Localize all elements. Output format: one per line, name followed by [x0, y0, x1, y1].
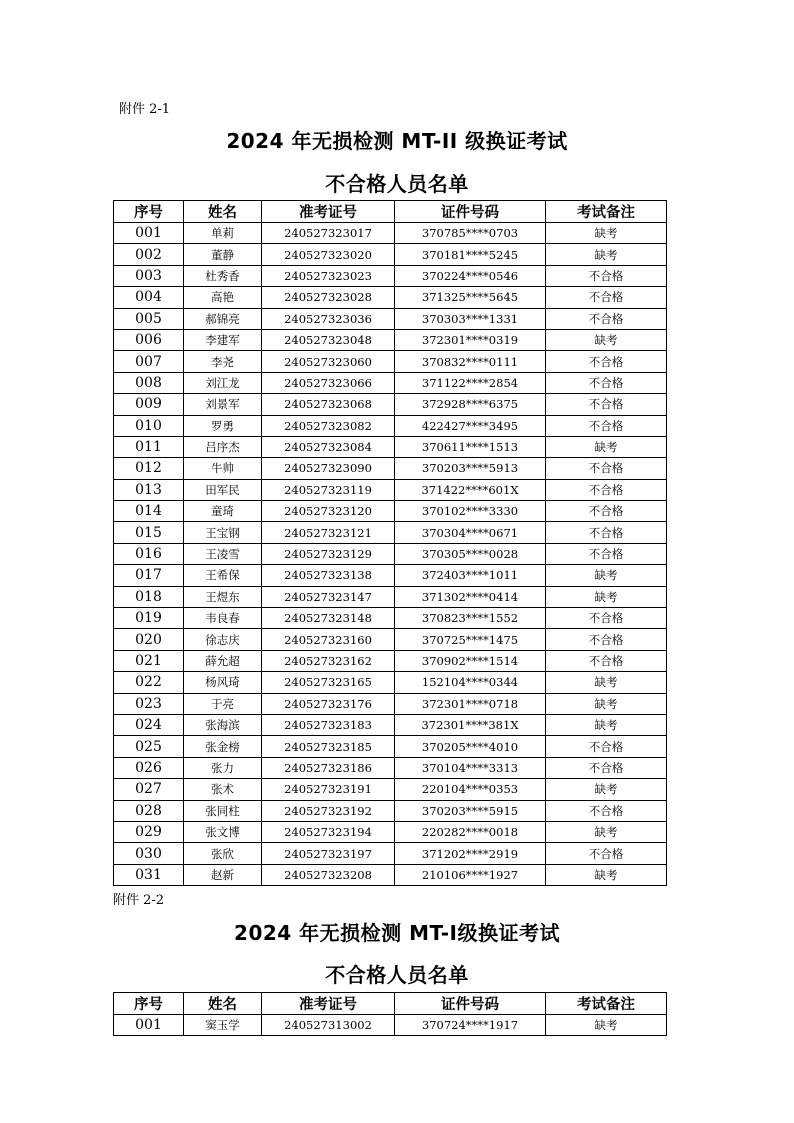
admission-no-cell: 240527323028: [262, 287, 395, 308]
table-header-row: [114, 201, 667, 223]
header-admission-no: 准考证号: [262, 201, 395, 223]
table-row: [114, 522, 667, 543]
table-row: [114, 672, 667, 693]
header-remark: 考试备注: [546, 201, 667, 223]
id-no-cell: 370104****3313: [395, 757, 546, 778]
id-no-cell: 372301****381X: [395, 714, 546, 735]
table-row: [114, 1015, 667, 1036]
admission-no-cell: 240527323176: [262, 693, 395, 714]
table-row: [114, 629, 667, 650]
seq-cell: 031: [114, 864, 184, 885]
table-row: [114, 543, 667, 564]
remark-cell: 不合格: [546, 629, 667, 650]
failed-roster-table-mt2: [113, 200, 667, 886]
table-row: [114, 779, 667, 800]
admission-no-cell: 240527323192: [262, 800, 395, 821]
name-cell: 吕序杰: [184, 436, 262, 457]
seq-cell: 006: [114, 329, 184, 350]
remark-cell: 缺考: [546, 329, 667, 350]
name-cell: 张金榜: [184, 736, 262, 757]
id-no-cell: 370102****3330: [395, 501, 546, 522]
remark-cell: 不合格: [546, 394, 667, 415]
id-no-cell: 422427****3495: [395, 415, 546, 436]
remark-cell: 不合格: [546, 800, 667, 821]
seq-cell: 001: [114, 223, 184, 244]
seq-cell: 020: [114, 629, 184, 650]
remark-cell: 缺考: [546, 693, 667, 714]
remark-cell: 缺考: [546, 864, 667, 885]
seq-cell: 012: [114, 458, 184, 479]
table-row: [114, 821, 667, 842]
id-no-cell: 371302****0414: [395, 586, 546, 607]
admission-no-cell: 240527323165: [262, 672, 395, 693]
seq-cell: 013: [114, 479, 184, 500]
id-no-cell: 370832****0111: [395, 351, 546, 372]
seq-cell: 008: [114, 372, 184, 393]
table-row: [114, 436, 667, 457]
name-cell: 杨风琦: [184, 672, 262, 693]
remark-cell: 不合格: [546, 308, 667, 329]
id-no-cell: 370611****1513: [395, 436, 546, 457]
id-no-cell: 370203****5913: [395, 458, 546, 479]
attachment-label-2-2: 附件 2-2: [113, 893, 165, 908]
table-row: [114, 736, 667, 757]
name-cell: 张海滨: [184, 714, 262, 735]
seq-cell: 016: [114, 543, 184, 564]
admission-no-cell: 240527323017: [262, 223, 395, 244]
remark-cell: 不合格: [546, 415, 667, 436]
id-no-cell: 372301****0718: [395, 693, 546, 714]
admission-no-cell: 240527323160: [262, 629, 395, 650]
id-no-cell: 370902****1514: [395, 650, 546, 671]
id-no-cell: 371325****5645: [395, 287, 546, 308]
table-row: [114, 244, 667, 265]
section2-subtitle: 不合格人员名单: [325, 963, 469, 987]
seq-cell: 028: [114, 800, 184, 821]
name-cell: 张力: [184, 757, 262, 778]
table-row: [114, 843, 667, 864]
id-no-cell: 370725****1475: [395, 629, 546, 650]
id-no-cell: 370303****1331: [395, 308, 546, 329]
admission-no-cell: 240527323208: [262, 864, 395, 885]
table-row: [114, 501, 667, 522]
name-cell: 刘景军: [184, 394, 262, 415]
name-cell: 王凌雪: [184, 543, 262, 564]
admission-no-cell: 240527323129: [262, 543, 395, 564]
table-row: [114, 415, 667, 436]
admission-no-cell: 240527323084: [262, 436, 395, 457]
remark-cell: 缺考: [546, 1015, 667, 1036]
table-row: [114, 800, 667, 821]
table-row: [114, 265, 667, 286]
table-row: [114, 757, 667, 778]
id-no-cell: 372403****1011: [395, 565, 546, 586]
seq-cell: 023: [114, 693, 184, 714]
admission-no-cell: 240527323068: [262, 394, 395, 415]
id-no-cell: 210106****1927: [395, 864, 546, 885]
table-row: [114, 394, 667, 415]
remark-cell: 缺考: [546, 565, 667, 586]
remark-cell: 缺考: [546, 714, 667, 735]
header-remark: 考试备注: [546, 993, 667, 1015]
failed-roster-table-mt1: [113, 992, 667, 1036]
id-no-cell: 370823****1552: [395, 608, 546, 629]
name-cell: 韦良春: [184, 608, 262, 629]
admission-no-cell: 240527323060: [262, 351, 395, 372]
remark-cell: 缺考: [546, 223, 667, 244]
table-row: [114, 586, 667, 607]
table-row: [114, 565, 667, 586]
table-row: [114, 693, 667, 714]
seq-cell: 027: [114, 779, 184, 800]
name-cell: 刘江龙: [184, 372, 262, 393]
table-row: [114, 650, 667, 671]
table-header-row: [114, 993, 667, 1015]
table-row: [114, 458, 667, 479]
admission-no-cell: 240527323148: [262, 608, 395, 629]
header-seq: 序号: [114, 201, 184, 223]
section1-subtitle: 不合格人员名单: [325, 172, 469, 196]
name-cell: 牛帅: [184, 458, 262, 479]
id-no-cell: 372301****0319: [395, 329, 546, 350]
admission-no-cell: 240527323066: [262, 372, 395, 393]
seq-cell: 009: [114, 394, 184, 415]
table-row: [114, 223, 667, 244]
seq-cell: 030: [114, 843, 184, 864]
remark-cell: 不合格: [546, 287, 667, 308]
id-no-cell: 371122****2854: [395, 372, 546, 393]
header-id-no: 证件号码: [395, 201, 546, 223]
admission-no-cell: 240527323023: [262, 265, 395, 286]
name-cell: 赵新: [184, 864, 262, 885]
id-no-cell: 152104****0344: [395, 672, 546, 693]
admission-no-cell: 240527323120: [262, 501, 395, 522]
table-row: [114, 479, 667, 500]
table-row: [114, 287, 667, 308]
admission-no-cell: 240527323185: [262, 736, 395, 757]
name-cell: 薛允超: [184, 650, 262, 671]
admission-no-cell: 240527323048: [262, 329, 395, 350]
seq-cell: 004: [114, 287, 184, 308]
name-cell: 杜秀香: [184, 265, 262, 286]
id-no-cell: 370203****5915: [395, 800, 546, 821]
admission-no-cell: 240527313002: [262, 1015, 395, 1036]
table-row: [114, 714, 667, 735]
id-no-cell: 370205****4010: [395, 736, 546, 757]
seq-cell: 015: [114, 522, 184, 543]
remark-cell: 不合格: [546, 265, 667, 286]
seq-cell: 001: [114, 1015, 184, 1036]
id-no-cell: 220104****0353: [395, 779, 546, 800]
id-no-cell: 372928****6375: [395, 394, 546, 415]
remark-cell: 缺考: [546, 821, 667, 842]
admission-no-cell: 240527323138: [262, 565, 395, 586]
remark-cell: 不合格: [546, 608, 667, 629]
admission-no-cell: 240527323119: [262, 479, 395, 500]
name-cell: 于亮: [184, 693, 262, 714]
name-cell: 张术: [184, 779, 262, 800]
name-cell: 董静: [184, 244, 262, 265]
admission-no-cell: 240527323121: [262, 522, 395, 543]
id-no-cell: 220282****0018: [395, 821, 546, 842]
attachment-label-2-1: 附件 2-1: [119, 102, 171, 117]
seq-cell: 005: [114, 308, 184, 329]
admission-no-cell: 240527323036: [262, 308, 395, 329]
admission-no-cell: 240527323191: [262, 779, 395, 800]
id-no-cell: 371422****601X: [395, 479, 546, 500]
table-row: [114, 864, 667, 885]
name-cell: 童琦: [184, 501, 262, 522]
remark-cell: 不合格: [546, 501, 667, 522]
remark-cell: 缺考: [546, 436, 667, 457]
admission-no-cell: 240527323186: [262, 757, 395, 778]
name-cell: 罗勇: [184, 415, 262, 436]
name-cell: 单莉: [184, 223, 262, 244]
remark-cell: 不合格: [546, 458, 667, 479]
id-no-cell: 370181****5245: [395, 244, 546, 265]
remark-cell: 不合格: [546, 757, 667, 778]
remark-cell: 不合格: [546, 351, 667, 372]
table-row: [114, 329, 667, 350]
seq-cell: 003: [114, 265, 184, 286]
id-no-cell: 371202****2919: [395, 843, 546, 864]
remark-cell: 不合格: [546, 522, 667, 543]
remark-cell: 不合格: [546, 736, 667, 757]
seq-cell: 014: [114, 501, 184, 522]
seq-cell: 025: [114, 736, 184, 757]
name-cell: 李建军: [184, 329, 262, 350]
name-cell: 窦玉学: [184, 1015, 262, 1036]
id-no-cell: 370304****0671: [395, 522, 546, 543]
header-name: 姓名: [184, 993, 262, 1015]
name-cell: 徐志庆: [184, 629, 262, 650]
name-cell: 王宝钢: [184, 522, 262, 543]
name-cell: 张欣: [184, 843, 262, 864]
admission-no-cell: 240527323020: [262, 244, 395, 265]
seq-cell: 019: [114, 608, 184, 629]
seq-cell: 021: [114, 650, 184, 671]
header-id-no: 证件号码: [395, 993, 546, 1015]
name-cell: 张同柱: [184, 800, 262, 821]
seq-cell: 007: [114, 351, 184, 372]
section1-title: 2024 年无损检测 MT-II 级换证考试: [226, 129, 568, 153]
seq-cell: 011: [114, 436, 184, 457]
section2-title: 2024 年无损检测 MT-Ⅰ级换证考试: [234, 921, 560, 945]
id-no-cell: 370305****0028: [395, 543, 546, 564]
name-cell: 高艳: [184, 287, 262, 308]
table-row: [114, 308, 667, 329]
header-name: 姓名: [184, 201, 262, 223]
remark-cell: 不合格: [546, 543, 667, 564]
remark-cell: 不合格: [546, 650, 667, 671]
id-no-cell: 370724****1917: [395, 1015, 546, 1036]
admission-no-cell: 240527323194: [262, 821, 395, 842]
remark-cell: 不合格: [546, 843, 667, 864]
remark-cell: 缺考: [546, 586, 667, 607]
remark-cell: 不合格: [546, 479, 667, 500]
table-row: [114, 372, 667, 393]
seq-cell: 002: [114, 244, 184, 265]
header-admission-no: 准考证号: [262, 993, 395, 1015]
remark-cell: 缺考: [546, 672, 667, 693]
remark-cell: 缺考: [546, 244, 667, 265]
table-row: [114, 608, 667, 629]
admission-no-cell: 240527323183: [262, 714, 395, 735]
remark-cell: 缺考: [546, 779, 667, 800]
seq-cell: 017: [114, 565, 184, 586]
name-cell: 王希保: [184, 565, 262, 586]
id-no-cell: 370224****0546: [395, 265, 546, 286]
admission-no-cell: 240527323090: [262, 458, 395, 479]
seq-cell: 010: [114, 415, 184, 436]
header-seq: 序号: [114, 993, 184, 1015]
seq-cell: 024: [114, 714, 184, 735]
name-cell: 张文博: [184, 821, 262, 842]
table-row: [114, 351, 667, 372]
seq-cell: 022: [114, 672, 184, 693]
name-cell: 王煜东: [184, 586, 262, 607]
remark-cell: 不合格: [546, 372, 667, 393]
name-cell: 李尧: [184, 351, 262, 372]
seq-cell: 018: [114, 586, 184, 607]
name-cell: 田军民: [184, 479, 262, 500]
seq-cell: 026: [114, 757, 184, 778]
admission-no-cell: 240527323197: [262, 843, 395, 864]
seq-cell: 029: [114, 821, 184, 842]
name-cell: 郝锦亮: [184, 308, 262, 329]
admission-no-cell: 240527323147: [262, 586, 395, 607]
admission-no-cell: 240527323082: [262, 415, 395, 436]
admission-no-cell: 240527323162: [262, 650, 395, 671]
id-no-cell: 370785****0703: [395, 223, 546, 244]
